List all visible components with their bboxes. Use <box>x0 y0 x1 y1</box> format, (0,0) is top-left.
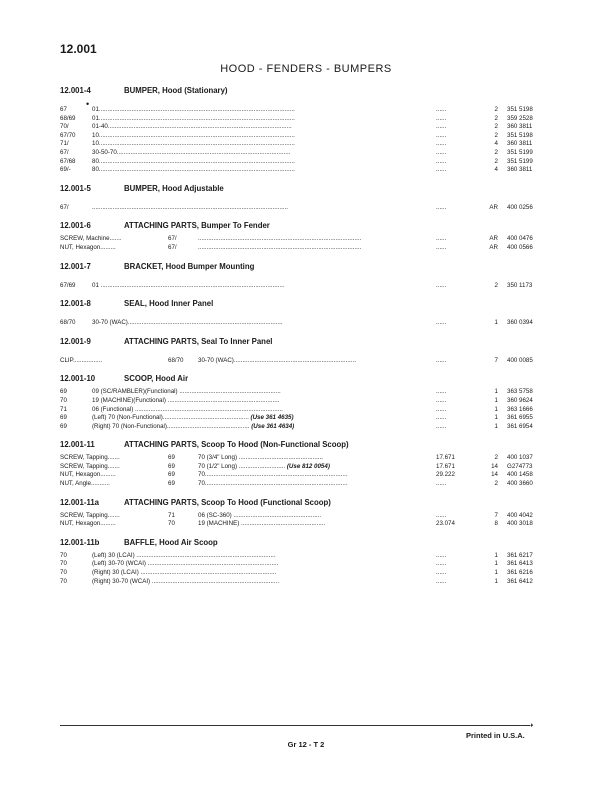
table-row <box>60 463 550 472</box>
reference-number: ...... <box>436 422 447 430</box>
part-number: 400 0476 <box>507 235 533 243</box>
reference-number: 29.222 <box>436 471 455 479</box>
item-description: 06 (Functional) ...................................................................................... <box>92 405 283 413</box>
item-description: 01 ........................................................................................................... <box>92 281 285 289</box>
table-row <box>60 115 550 124</box>
part-number: 361 6412 <box>507 577 533 585</box>
part-number: 351 5198 <box>507 131 533 139</box>
item-description: 19 (MACHINE) ................................................. <box>198 520 326 528</box>
part-number: 351 5199 <box>507 157 533 165</box>
part-number: 400 1037 <box>507 454 533 462</box>
model-year: 67/ <box>60 148 69 156</box>
model-year: 69/- <box>60 166 71 174</box>
model-year: 69 <box>168 471 175 479</box>
item-description <box>198 463 462 472</box>
model-year: 70/ <box>60 123 69 131</box>
reference-number: ...... <box>436 511 447 519</box>
model-year: 69 <box>60 414 67 422</box>
table-row <box>60 140 550 149</box>
section-title: SEAL, Hood Inner Panel <box>124 299 214 309</box>
reference-number: ...... <box>436 114 447 122</box>
reference-number: ...... <box>436 140 447 148</box>
part-number: G274773 <box>507 462 533 470</box>
parts-list <box>60 86 550 586</box>
reference-number: ...... <box>436 569 447 577</box>
table-row <box>60 149 550 158</box>
part-number: 360 3811 <box>507 123 533 131</box>
section-code: 12.001-11b <box>60 537 100 547</box>
table-row <box>60 132 550 141</box>
reference-number: 17.671 <box>436 462 455 470</box>
reference-number: ...... <box>436 243 447 251</box>
quantity: 8 <box>494 520 498 528</box>
reference-number: ...... <box>436 319 447 327</box>
reference-number: ...... <box>436 396 447 404</box>
reference-number: ...... <box>436 123 447 131</box>
reference-number: ...... <box>436 356 447 364</box>
section-title: SCOOP, Hood Air <box>124 374 189 384</box>
model-year: 67 <box>60 106 67 113</box>
model-year: 68/69 <box>60 114 76 122</box>
table-row <box>60 512 550 521</box>
section-code: 12.001-10 <box>60 374 96 384</box>
item-description <box>92 414 462 423</box>
reference-number: ...... <box>436 203 447 211</box>
reference-number: ...... <box>436 131 447 139</box>
reference-number: ...... <box>436 405 447 413</box>
quantity: 2 <box>494 454 498 462</box>
part-number: 351 5199 <box>507 148 533 156</box>
section-code: 12.001-9 <box>60 336 91 346</box>
item-description: 70................................................................................... <box>198 471 348 479</box>
item-description: 10.................................................................................................................. <box>92 140 295 148</box>
table-row <box>60 388 550 397</box>
item-description: 01.................................................................................................................. <box>92 106 295 113</box>
item-description: 80.................................................................................................................. <box>92 166 295 174</box>
model-year: 69 <box>168 462 175 470</box>
table-row <box>60 204 550 213</box>
table-row <box>60 480 550 489</box>
item-description: 19 (MACHINE)(Functional) ................................................................. <box>92 396 280 404</box>
quantity: 2 <box>494 157 498 165</box>
table-row <box>60 560 550 569</box>
printed-in-usa: Printed in U.S.A. <box>466 731 525 740</box>
reference-number: ...... <box>436 106 447 113</box>
quantity: 1 <box>494 422 498 430</box>
part-number: 400 3660 <box>507 480 533 488</box>
model-year: 67/68 <box>60 157 76 165</box>
model-year: 67/69 <box>60 281 76 289</box>
item-description: 01.................................................................................................................. <box>92 114 295 122</box>
quantity: 1 <box>494 551 498 559</box>
section-title: BUMPER, Hood Adjustable <box>124 183 224 193</box>
table-row <box>60 471 550 480</box>
item-description: ............................................................................................... <box>198 235 362 243</box>
quantity: 14 <box>491 462 498 470</box>
reference-number: ...... <box>436 166 447 174</box>
part-number: 400 0085 <box>507 356 533 364</box>
item-name: SCREW, Tapping....... <box>60 511 120 519</box>
footer-rule-tip: ➝ <box>526 720 534 730</box>
supersede-note: (Use 812 0054) <box>286 462 330 470</box>
model-year: 70 <box>60 577 67 585</box>
model-year: 69 <box>168 454 175 462</box>
model-year: 69 <box>60 422 67 430</box>
item-name: NUT, Hexagon......... <box>60 520 116 528</box>
quantity: 1 <box>494 405 498 413</box>
item-description: (Right) 30-70 (WCAI) .......................................................................... <box>92 577 280 585</box>
model-year: 71 <box>168 511 175 519</box>
quantity: AR <box>489 203 498 211</box>
table-row <box>60 282 550 291</box>
item-description: .................................................................................................................. <box>92 203 288 211</box>
quantity: 7 <box>494 511 498 519</box>
section-header <box>60 440 550 449</box>
section-header <box>60 184 550 193</box>
model-year: 67/ <box>168 243 177 251</box>
part-number: 361 6216 <box>507 569 533 577</box>
reference-number: ...... <box>436 480 447 488</box>
model-year: 71/ <box>60 140 69 148</box>
part-number: 361 6955 <box>507 414 533 422</box>
table-row <box>60 414 550 423</box>
quantity: AR <box>489 235 498 243</box>
part-number: 359 2528 <box>507 114 533 122</box>
quantity: 1 <box>494 388 498 396</box>
item-description: 30-70 (WAC).......................................................................................... <box>92 319 283 327</box>
table-row <box>60 552 550 561</box>
item-name: SCREW, Tapping....... <box>60 454 120 462</box>
table-row <box>60 406 550 415</box>
section-header <box>60 374 550 383</box>
reference-number: ...... <box>436 414 447 422</box>
table-row <box>60 578 550 587</box>
table-row <box>60 319 550 328</box>
model-year: 70 <box>60 560 67 568</box>
model-year: 67/ <box>168 235 177 243</box>
part-number: 360 3811 <box>507 166 533 174</box>
section-code: 12.001-8 <box>60 299 91 309</box>
part-number: 400 1458 <box>507 471 533 479</box>
group-number: Gr 12 - T 2 <box>287 740 325 749</box>
item-description: 10.................................................................................................................. <box>92 131 295 139</box>
model-year: 67/70 <box>60 131 76 139</box>
reference-number: ...... <box>436 551 447 559</box>
item-description: 01-40........................................................................................................... <box>92 123 292 131</box>
reference-number: ...... <box>436 148 447 156</box>
quantity: AR <box>489 243 498 251</box>
item-description: 06 (SC-360) ................................................... <box>198 511 322 519</box>
table-row <box>60 244 550 253</box>
item-description: (Right) 30 (LCAI) ............................................................................... <box>92 569 277 577</box>
part-number: 350 1173 <box>507 281 533 289</box>
section-code: 12.001-6 <box>60 221 91 231</box>
section-code: 12.001-11 <box>60 440 95 450</box>
part-number: 400 0566 <box>507 243 533 251</box>
part-number: 360 9624 <box>507 396 533 404</box>
item-description: ............................................................................................... <box>198 243 362 251</box>
table-row <box>60 454 550 463</box>
section-code: 12.001-4 <box>60 86 91 95</box>
section-code: 12.001-7 <box>60 261 91 271</box>
page-title: HOOD - FENDERS - BUMPERS <box>220 63 392 75</box>
section-title: ATTACHING PARTS, Scoop To Hood (Functional Scoop) <box>124 497 331 507</box>
bullet-mark: • <box>86 99 90 109</box>
table-row <box>60 357 550 366</box>
section-code: 12.001-5 <box>60 183 91 193</box>
table-row <box>60 106 550 115</box>
item-description: 70................................................................................... <box>198 480 348 488</box>
item-name: NUT, Hexagon......... <box>60 243 116 251</box>
reference-number: 17.671 <box>436 454 455 462</box>
reference-number: ...... <box>436 560 447 568</box>
section-title: ATTACHING PARTS, Bumper To Fender <box>124 221 270 231</box>
part-number: 361 6413 <box>507 560 533 568</box>
supersede-note: (Use 361 4634) <box>251 422 295 430</box>
model-year: 69 <box>60 388 67 396</box>
part-number: 400 4042 <box>507 511 533 519</box>
section-header <box>60 221 550 230</box>
section-header <box>60 337 550 346</box>
table-row <box>60 235 550 244</box>
part-number: 360 0394 <box>507 319 533 327</box>
item-name: NUT, Angle........... <box>60 480 110 488</box>
quantity: 1 <box>494 577 498 585</box>
item-description: (Left) 30-70 (WCAI) ............................................................................ <box>92 560 279 568</box>
item-description: 30-70 (WAC)....................................................................... <box>198 356 356 364</box>
item-description-text: 70 (1/2" Long) ........................... <box>198 462 286 470</box>
quantity: 1 <box>494 414 498 422</box>
section-title: ATTACHING PARTS, Scoop To Hood (Non-Functional Scoop) <box>124 440 349 450</box>
quantity: 4 <box>494 140 498 148</box>
table-row <box>60 166 550 175</box>
section-header <box>60 86 550 95</box>
model-year: 70 <box>60 569 67 577</box>
model-year: 70 <box>60 551 67 559</box>
item-description <box>92 423 462 432</box>
page-number: 12.001 <box>60 42 97 56</box>
item-description-text: (Right) 70 (Non-Functional)................................................ <box>92 422 250 430</box>
table-row <box>60 123 550 132</box>
reference-number: ...... <box>436 281 447 289</box>
footer-rule <box>60 725 530 726</box>
quantity: 14 <box>491 471 498 479</box>
section-title: ATTACHING PARTS, Seal To Inner Panel <box>124 336 273 346</box>
part-number: 360 3811 <box>507 140 533 148</box>
part-number: 361 6217 <box>507 551 533 559</box>
model-year: 70 <box>60 396 67 404</box>
item-name: CLIP................. <box>60 356 103 364</box>
section-code: 12.001-11a <box>60 497 100 507</box>
item-description-text: (Left) 70 (Non-Functional).................................................. <box>92 414 249 422</box>
section-header <box>60 538 550 547</box>
item-name: SCREW, Machine....... <box>60 235 122 243</box>
model-year: 71 <box>60 405 67 413</box>
table-row <box>60 520 550 529</box>
quantity: 2 <box>494 281 498 289</box>
table-row <box>60 423 550 432</box>
table-row <box>60 158 550 167</box>
item-description: 30-50-70..................................................................................................... <box>92 148 291 156</box>
part-number: 361 6954 <box>507 422 533 430</box>
table-row <box>60 569 550 578</box>
section-header <box>60 498 550 507</box>
model-year: 67/ <box>60 203 69 211</box>
part-number: 400 0256 <box>507 203 533 211</box>
model-year: 69 <box>168 480 175 488</box>
supersede-note: (Use 361 4635) <box>250 414 294 422</box>
section-title: BAFFLE, Hood Air Scoop <box>124 537 218 547</box>
part-number: 351 5198 <box>507 106 533 113</box>
item-description: (Left) 30 (LCAI) ................................................................................. <box>92 551 276 559</box>
quantity: 1 <box>494 319 498 327</box>
quantity: 2 <box>494 106 498 113</box>
section-header <box>60 299 550 308</box>
quantity: 1 <box>494 396 498 404</box>
item-description: 80.................................................................................................................. <box>92 157 295 165</box>
quantity: 1 <box>494 560 498 568</box>
part-number: 400 3018 <box>507 520 533 528</box>
item-description: 70 (3/4" Long) ................................................. <box>198 454 323 462</box>
quantity: 7 <box>494 356 498 364</box>
model-year: 70 <box>168 520 175 528</box>
model-year: 68/70 <box>168 356 184 364</box>
model-year: 68/70 <box>60 319 76 327</box>
part-number: 363 1666 <box>507 405 533 413</box>
part-number: 363 5758 <box>507 388 533 396</box>
section-header <box>60 262 550 271</box>
reference-number: 23.074 <box>436 520 455 528</box>
quantity: 2 <box>494 123 498 131</box>
table-row <box>60 397 550 406</box>
reference-number: ...... <box>436 577 447 585</box>
reference-number: ...... <box>436 388 447 396</box>
quantity: 1 <box>494 569 498 577</box>
section-title: BRACKET, Hood Bumper Mounting <box>124 261 255 271</box>
reference-number: ...... <box>436 235 447 243</box>
item-name: SCREW, Tapping....... <box>60 462 120 470</box>
quantity: 4 <box>494 166 498 174</box>
reference-number: ...... <box>436 157 447 165</box>
quantity: 2 <box>494 114 498 122</box>
quantity: 2 <box>494 148 498 156</box>
section-title: BUMPER, Hood (Stationary) <box>124 86 228 95</box>
quantity: 2 <box>494 131 498 139</box>
item-description: 09 (SC/RAMBLER)(Functional) ........................................................... <box>92 388 281 396</box>
item-name: NUT, Hexagon......... <box>60 471 116 479</box>
quantity: 2 <box>494 480 498 488</box>
